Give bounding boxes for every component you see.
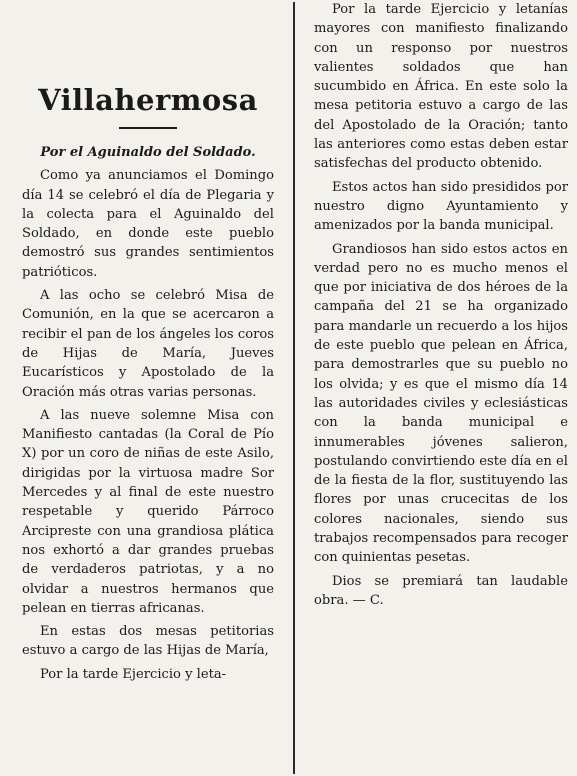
paragraph-1: Como ya anunciamos el Domingo día 14 se celebró el día de Plegaria y la colecta para el Aguinaldo del Soldado, en donde este pueblo demostró sus grandes sentimientos patrióticos. — [22, 168, 274, 280]
title-rule — [119, 127, 177, 129]
paragraph-8: Grandiosos han sido estos actos en verdad pero no es mucho menos el que por iniciativa de dos héroes de la campaña del 21 se ha organizado para mandarle un recuerdo a los hijos de este pueblo que pelean en África, para demostrarles que su pueblo no los olvida; y es que el mismo día 14 las autoridades civiles y eclesiásticas con la banda municipal e innumerables jóvenes salieron, postulando convirtiendo este día en el de la fiesta de la flor, sustituyendo las flores por unas crucecitas de los colores nacionales, siendo sus trabajos recompensados para recoger con quinientas pesetas. — [314, 241, 568, 566]
paragraph-2: A las ocho se celebró Misa de Comunión, en la que se acercaron a recibir el pan de los ángeles los coros de Hijas de María, Jueves Eucarísticos y Apostolado de la Oración más otras varias personas. — [22, 288, 274, 400]
paragraph-5: Por la tarde Ejercicio y leta- — [40, 666, 227, 682]
column-divider — [293, 2, 295, 774]
paragraph-3: A las nueve solemne Misa con Manifiesto cantadas (la Coral de Pío X) por un coro de niñas de este Asilo, dirigidas por la virtuosa madre Sor Mercedes y al final de este nuestro respetable y querido Párroco Arcipreste con una grandiosa plática nos exhortó a dar grandes pruebas de verdaderos patriotas, y a no olvidar a nuestros hermanos que pelean en tierras africanas. — [22, 407, 274, 616]
paragraph-7: Estos actos han sido presididos por nuestro digno Ayuntamiento y amenizados por la banda municipal. — [314, 179, 568, 234]
left-column — [22, 0, 274, 776]
paragraph-9: Dios se premiará tan laudable obra. — C. — [314, 573, 568, 608]
article-title: Villahermosa — [38, 83, 258, 117]
paragraph-6: Por la tarde Ejercicio y letanías mayores con manifiesto finalizando con un responso por nuestros valientes soldados que han sucumbido en África. En este solo la mesa petitoria estuvo a cargo de las del Apostolado de la Oración; tanto las anteriores como estas deben estar satisfechas del producto obtenido. — [314, 2, 568, 172]
article-subtitle: Por el Aguinaldo del Soldado. — [40, 145, 256, 160]
right-column — [314, 0, 568, 776]
paragraph-4: En estas dos mesas petitorias estuvo a cargo de las Hijas de María, — [22, 624, 274, 659]
